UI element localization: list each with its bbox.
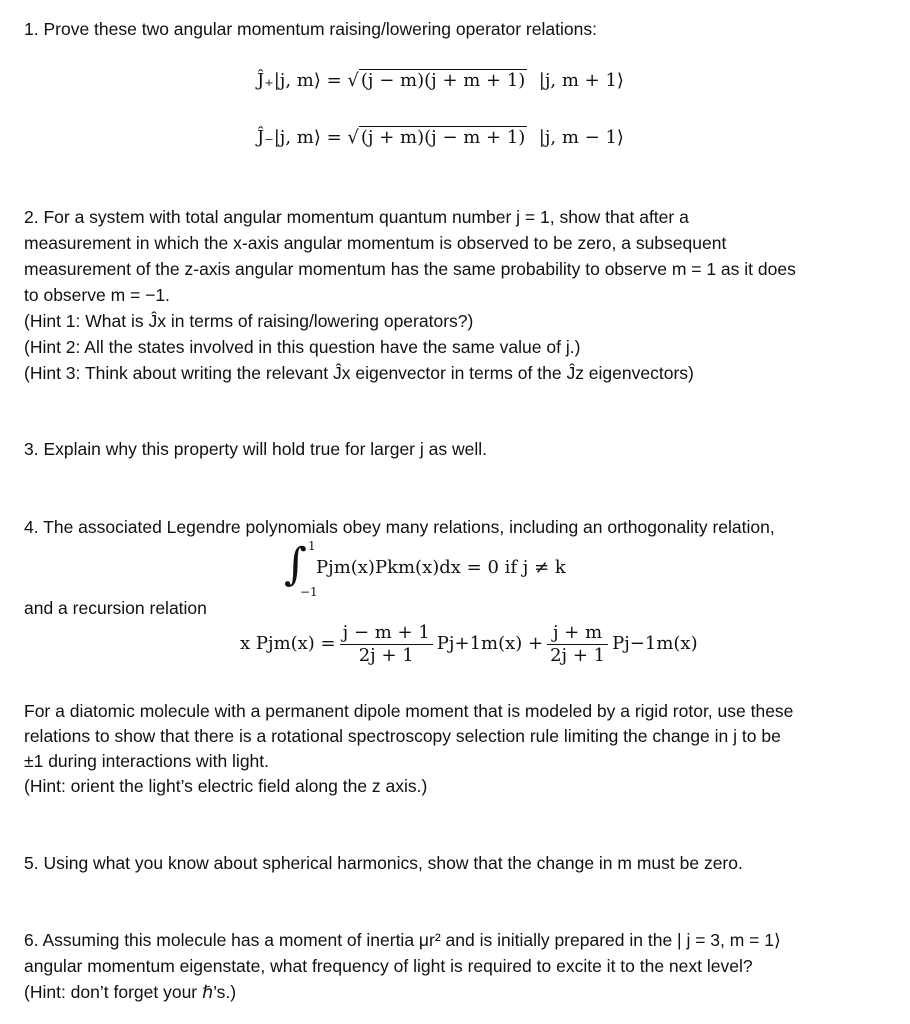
q2-line-3: measurement of the z-axis angular momentum has the same probability to observe m = 1 as it does [24,259,796,279]
q2-hint-2: (Hint 2: All the states involved in this question have the same value of j.) [24,337,581,357]
integral-sign: ∫ [284,539,307,590]
orthogonality-body: Pjm(x)Pkm(x)dx = 0 if j ≠ k [316,557,566,578]
recursion-fraction-2-denominator: 2j + 1 [550,644,606,666]
q4-recursion-intro: and a recursion relation [24,598,207,618]
recursion-fraction-2 [547,622,608,667]
integral-lower-limit: −1 [300,585,318,599]
q6-line-1: 6. Assuming this molecule has a moment of inertia μr² and is initially prepared in the | j = 3, m = 1⟩ [24,930,781,950]
q4-intro: 4. The associated Legendre polynomials obey many relations, including an orthogonality relation, [24,517,775,537]
q1-raising-lhs: Ĵ₊|j, m⟩ = √ [257,70,359,91]
q1-raising-equation [257,69,624,93]
q4-hint: (Hint: orient the light’s electric field along the z axis.) [24,776,428,796]
q2-line-2: measurement in which the x-axis angular momentum is observed to be zero, a subsequent [24,233,727,253]
recursion-lhs: x Pjm(x) = [240,633,336,654]
q2-hint-3: (Hint 3: Think about writing the relevant Ĵx eigenvector in terms of the Ĵz eigenvectors) [24,363,694,383]
q6-line-2: angular momentum eigenstate, what frequency of light is required to excite it to the next level? [24,956,753,976]
q1-lowering-rhs: |j, m − 1⟩ [538,127,624,148]
q4-task-line-2: relations to show that there is a rotational spectroscopy selection rule limiting the change in j to be [24,726,781,746]
q2-hint-1: (Hint 1: What is Ĵx in terms of raising/lowering operators?) [24,311,474,331]
q4-task-line-3: ±1 during interactions with light. [24,751,270,771]
q1-prompt: 1. Prove these two angular momentum raising/lowering operator relations: [24,19,597,39]
recursion-term-1: Pj+1m(x) + [436,633,544,654]
recursion-relation [240,620,698,668]
q1-lowering-lhs: Ĵ₋|j, m⟩ = √ [257,127,359,148]
q2-line-4: to observe m = −1. [24,285,170,305]
q1-lowering-radicand: (j + m)(j − m + 1) [360,127,526,148]
q4-task-line-1: For a diatomic molecule with a permanent dipole moment that is modeled by a rigid rotor, use these [24,701,794,721]
q1-raising-radicand: (j − m)(j + m + 1) [360,70,526,91]
recursion-term-2: Pj−1m(x) [612,633,698,654]
integral-upper-limit: 1 [308,539,316,553]
q6-hint: (Hint: don’t forget your ℏ’s.) [24,982,237,1002]
q1-lowering-equation [257,126,624,150]
q5-prompt: 5. Using what you know about spherical harmonics, show that the change in m must be zero. [24,853,743,873]
q3-prompt: 3. Explain why this property will hold true for larger j as well. [24,439,487,459]
recursion-fraction-2-numerator: j + m [547,622,608,645]
recursion-fraction-1 [340,622,433,667]
recursion-fraction-1-numerator: j − m + 1 [340,622,433,645]
recursion-fraction-1-denominator: 2j + 1 [358,644,414,666]
q2-line-1: 2. For a system with total angular momentum quantum number j = 1, show that after a [24,207,689,227]
q1-raising-rhs: |j, m + 1⟩ [538,70,624,91]
